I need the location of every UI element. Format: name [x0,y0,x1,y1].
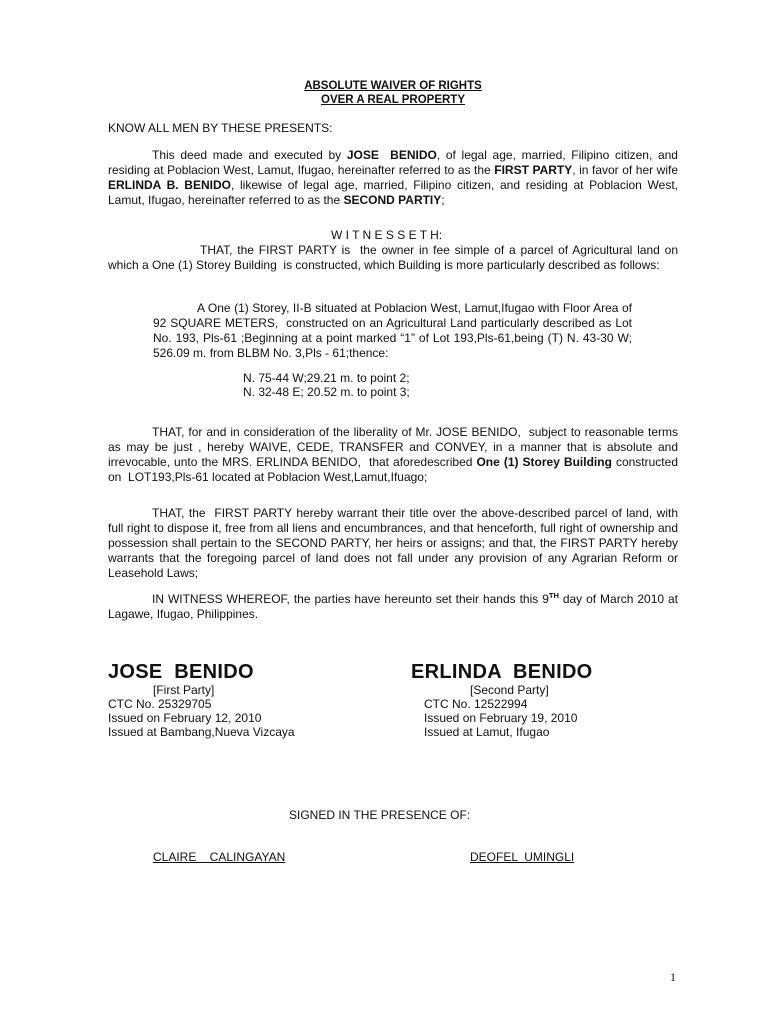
building-label: One (1) Storey Building [476,455,612,470]
opening-line: KNOW ALL MEN BY THESE PRESENTS: [108,121,333,135]
document-title-line1: ABSOLUTE WAIVER OF RIGHTS [304,80,482,92]
text-run: IN WITNESS WHEREOF, the parties have hereunto set their hands this 9 [152,592,549,606]
property-bearing-2: N. 32-48 E; 20.52 m. to point 3; [243,385,410,399]
first-party-ctc: CTC No. 25329705 [108,697,212,711]
paragraph-parties [108,148,678,208]
ordinal-suffix: TH [548,591,559,600]
property-description: A One (1) Storey, II-B situated at Poblacion West, Lamut,Ifugao with Floor Area of 92 SQUARE METERS, constructed on an Agricultural Land particularly described as Lot No. 193, Pls-61 ;Beginning at a point marked “1” of Lot 193,Pls-61,being (T) N. 43-30 W; 526.09 m. from BLBM No. 3,Pls - 61;thence: [153,301,636,361]
text-run: , in favor of her wife [572,163,678,178]
second-party-role: [Second Party] [470,683,549,697]
first-party-role: [First Party] [153,683,215,697]
second-party-signature-name: ERLINDA BENIDO [411,661,593,683]
text-run: , likewise of legal age, married, Filipino citizen, and residing at Poblacion West, Lamut, Ifugao, hereinafter referred to as the [108,178,679,208]
text-run: THAT, for and in consideration of the liberality of Mr. JOSE BENIDO, subject to reasonable terms as may be just , hereby WAIVE, CEDE, TRANSFER and CONVEY, in a manner that is absolute and irrevocable, unto the MRS. ERLINDA BENIDO, that aforedescribed [108,425,682,470]
second-party-issued-on: Issued on February 19, 2010 [424,711,578,725]
first-party-label: FIRST PARTY [494,163,573,178]
witness-name-2: DEOFEL UMINGLI [470,850,575,864]
first-party-issued-on: Issued on February 12, 2010 [108,711,262,725]
text-run: day of March 2010 at Lagawe, Ifugao, Philippines. [108,592,682,622]
witnesseth-heading: W I T N E S S E T H: [331,228,443,242]
page-number: 1 [670,970,676,984]
first-party-name-inline: JOSE BENIDO [346,148,437,162]
text-run: constructed on LOT193,Pls-61 located at Poblacion West,Lamut,Ifuago; [108,455,682,485]
second-party-ctc: CTC No. 12522994 [424,697,528,711]
first-party-signature-name: JOSE BENIDO [108,661,254,683]
second-party-issued-at: Issued at Lamut, Ifugao [424,725,550,739]
text-run: ; [441,193,445,208]
paragraph-warranty: THAT, the FIRST PARTY hereby warrant their title over the above-described parcel of land, with full right to dispose it, free from all liens and encumbrances, and that henceforth, full right of ownership and possession shall pertain to the SECOND PARTY, her heirs or assigns; and that, the FIRST PARTY hereby warrants that the foregoing parcel of land does not fall under any provision of any Agrarian Reform or Leasehold Laws; [108,506,682,581]
second-party-label: SECOND PARTIY [343,193,442,208]
paragraph-waiver [108,425,682,485]
witness-name-1: CLAIRE CALINGAYAN [153,850,286,864]
document-title-line2: OVER A REAL PROPERTY [321,94,465,106]
paragraph-witness-whereof [108,591,682,622]
signed-in-presence-heading: SIGNED IN THE PRESENCE OF: [289,808,471,822]
text-run: , of legal age, married, Filipino citizen, and residing at Poblacion West, Lamut, Ifugao, hereinafter referred to as the [108,148,678,178]
text-run: This deed made and executed by [152,148,347,162]
paragraph-ownership: THAT, the FIRST PARTY is the owner in fee simple of a parcel of Agricultural land on which a One (1) Storey Building is constructed, which Building is more particularly described as follows: [108,243,682,273]
property-bearing-1: N. 75-44 W;29.21 m. to point 2; [243,371,410,385]
first-party-issued-at: Issued at Bambang,Nueva Vizcaya [108,725,295,739]
second-party-name-inline: ERLINDA B. BENIDO [108,178,231,193]
